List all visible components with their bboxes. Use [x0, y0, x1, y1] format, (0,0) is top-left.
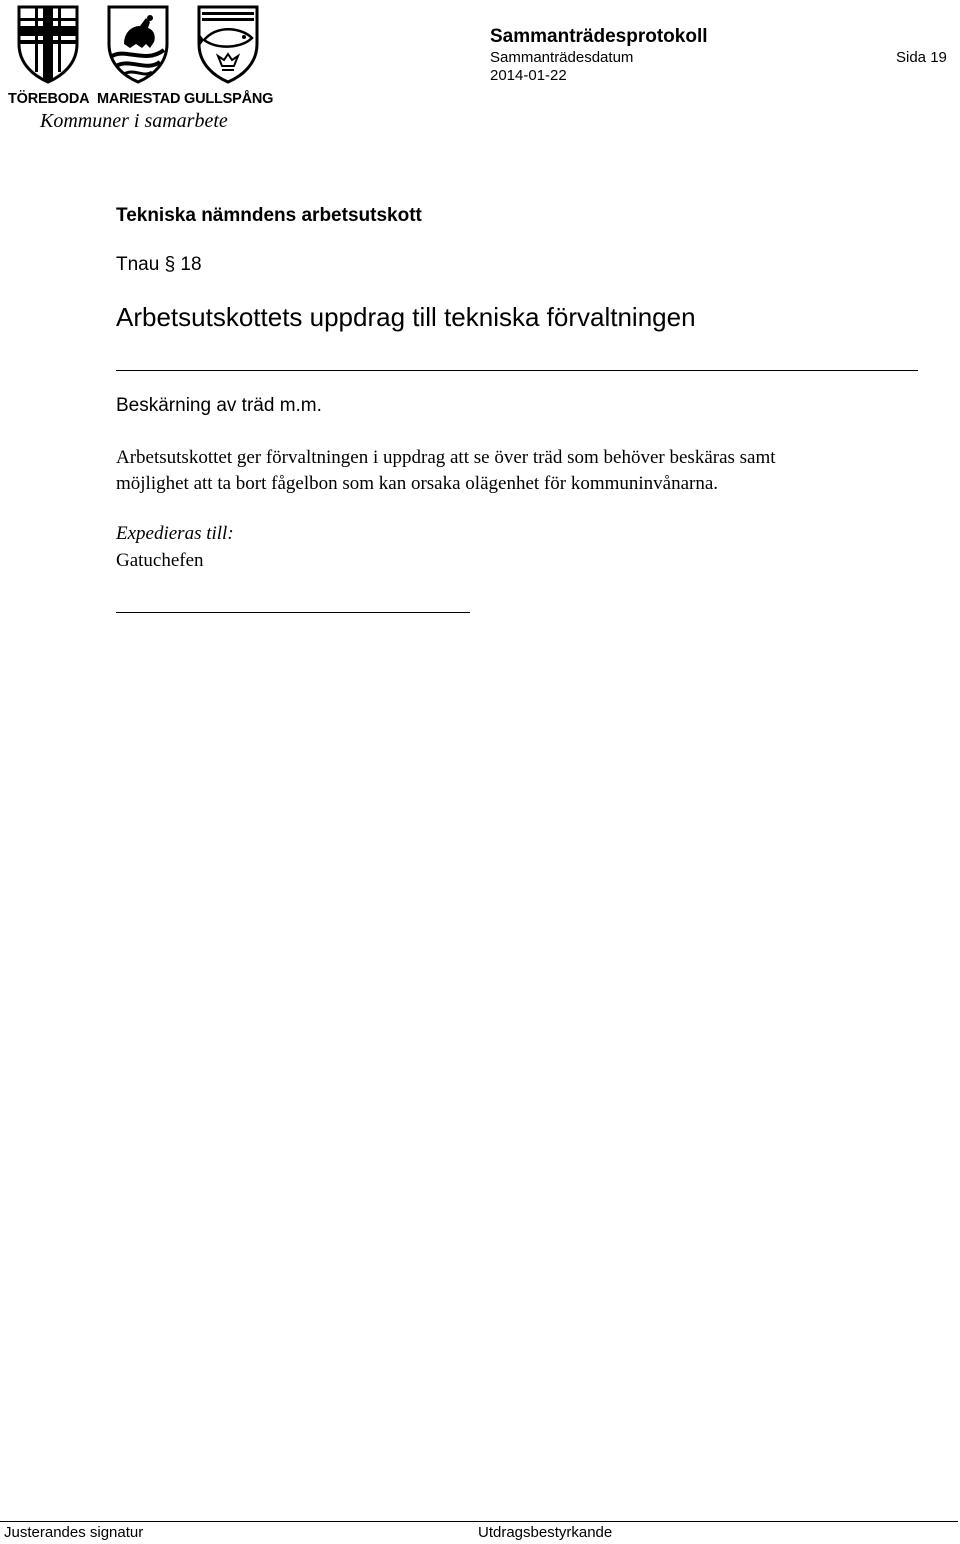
logo-tagline: Kommuner i samarbete [40, 110, 228, 132]
end-divider [116, 612, 470, 613]
logo-name-toreboda: TÖREBODA [8, 91, 90, 107]
subject-line: Beskärning av träd m.m. [116, 395, 322, 416]
logo-name-gullspang: GULLSPÅNG [184, 91, 274, 107]
gullspang-coat-of-arms-icon [196, 4, 260, 84]
dispatch-label: Expedieras till: [116, 523, 234, 544]
adjuster-signature-label: Justerandes signatur [4, 1524, 144, 1541]
meeting-date: 2014-01-22 [490, 67, 567, 84]
toreboda-coat-of-arms-icon [16, 4, 80, 84]
logo-name-mariestad: MARIESTAD [97, 91, 181, 107]
heading-divider [116, 370, 918, 371]
municipal-logo [8, 4, 274, 134]
mariestad-coat-of-arms-icon [106, 4, 170, 84]
protocol-title: Sammanträdesprotokoll [490, 26, 708, 47]
extract-certification-label: Utdragsbestyrkande [478, 1524, 613, 1541]
dispatch-recipient: Gatuchefen [116, 550, 204, 571]
meeting-date-label: Sammanträdesdatum [490, 49, 634, 66]
decision-text-line: Arbetsutskottet ger förvaltningen i uppdrag att se över träd som behöver beskäras samt [116, 447, 776, 468]
section-heading: Arbetsutskottets uppdrag till tekniska förvaltningen [116, 302, 696, 332]
page-number: Sida 19 [896, 49, 947, 66]
paragraph-number: Tnau § 18 [116, 254, 202, 275]
footer-divider [0, 1521, 958, 1522]
decision-text-line: möjlighet att ta bort fågelbon som kan orsaka olägenhet för kommuninvånarna. [116, 473, 719, 494]
committee-name: Tekniska nämndens arbetsutskott [116, 205, 422, 226]
decision-text [116, 445, 916, 497]
